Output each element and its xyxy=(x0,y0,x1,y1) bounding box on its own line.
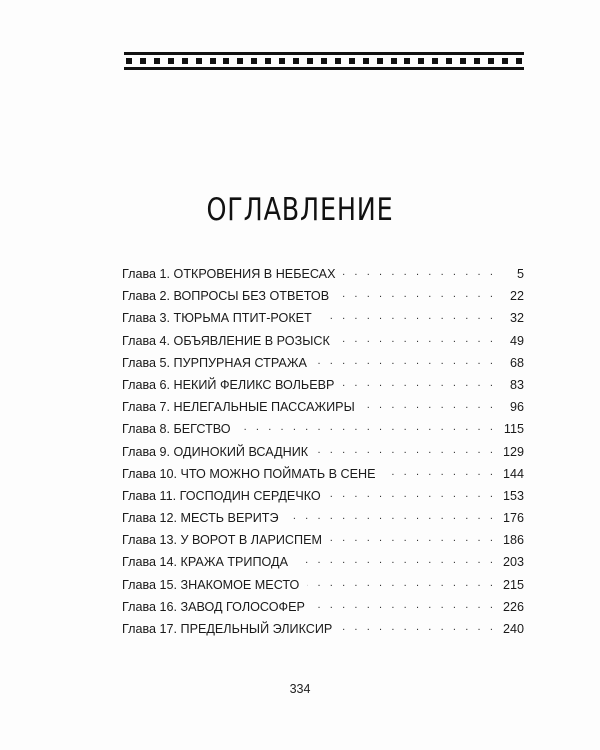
toc-entry-page: 5 xyxy=(516,267,524,281)
toc-entry-label: Глава 8. БЕГСТВО xyxy=(122,422,231,437)
toc-entry-page: 83 xyxy=(509,377,524,392)
film-perforation xyxy=(140,58,146,64)
toc-entry-page: 153 xyxy=(502,488,524,503)
film-perforation xyxy=(502,58,508,64)
toc-entry-page: 144 xyxy=(502,466,524,481)
toc-entry[interactable] xyxy=(122,288,524,310)
toc-entry-page: 226 xyxy=(502,599,524,614)
toc-entry-page: 129 xyxy=(502,444,524,459)
dot-leader xyxy=(330,532,496,544)
toc-entry[interactable] xyxy=(122,488,524,510)
toc-entry[interactable] xyxy=(122,399,524,421)
dot-leader xyxy=(320,310,496,322)
film-perforation xyxy=(377,58,383,64)
film-perforation xyxy=(279,58,285,64)
dot-leader xyxy=(343,266,496,278)
film-perforation xyxy=(391,58,397,64)
toc-entry-page: 49 xyxy=(509,333,524,348)
film-perforation xyxy=(321,58,327,64)
film-perforation xyxy=(488,58,494,64)
toc-entry[interactable] xyxy=(122,599,524,621)
toc-entry-label: Глава 15. ЗНАКОМОЕ МЕСТО xyxy=(122,577,300,592)
toc-entry-page: 96 xyxy=(509,400,524,415)
page-number: 334 xyxy=(289,682,311,696)
dot-leader xyxy=(287,510,496,522)
page-title: ОГЛАВЛЕНИЕ xyxy=(206,192,394,228)
film-perforation xyxy=(237,58,243,64)
toc-entry-label: Глава 3. ТЮРЬМА ПТИТ-РОКЕТ xyxy=(122,311,312,326)
toc-entry-label: Глава 10. ЧТО МОЖНО ПОЙМАТЬ В СЕНЕ xyxy=(122,466,376,481)
toc-entry-label: Глава 12. МЕСТЬ ВЕРИТЭ xyxy=(122,511,279,526)
dot-leader xyxy=(315,355,496,367)
dot-leader xyxy=(307,577,496,589)
toc-entry-page: 32 xyxy=(509,311,524,326)
dot-leader xyxy=(329,488,496,500)
film-perforation xyxy=(265,58,271,64)
toc-entry-page: 186 xyxy=(502,533,524,548)
film-perforation xyxy=(251,58,257,64)
toc-entry-label: Глава 2. ВОПРОСЫ БЕЗ ОТВЕТОВ xyxy=(122,289,330,304)
film-perforation xyxy=(168,58,174,64)
dot-leader xyxy=(338,333,496,345)
film-strip-ornament xyxy=(124,52,524,70)
toc-entry-label: Глава 7. НЕЛЕГАЛЬНЫЕ ПАССАЖИРЫ xyxy=(122,400,355,415)
toc-entry[interactable] xyxy=(122,377,524,399)
film-perforation xyxy=(335,58,341,64)
table-of-contents xyxy=(122,266,524,643)
toc-entry[interactable] xyxy=(122,421,524,443)
film-perforation xyxy=(404,58,410,64)
dot-leader xyxy=(316,444,496,456)
film-perforation xyxy=(154,58,160,64)
toc-entry-page: 68 xyxy=(509,355,524,370)
dot-leader xyxy=(313,599,496,611)
dot-leader xyxy=(363,399,496,411)
toc-entry[interactable] xyxy=(122,444,524,466)
toc-entry-page: 240 xyxy=(502,622,524,636)
toc-entry-label: Глава 16. ЗАВОД ГОЛОСОФЕР xyxy=(122,599,305,614)
film-perforation xyxy=(349,58,355,64)
toc-entry[interactable] xyxy=(122,554,524,576)
film-perforation xyxy=(418,58,424,64)
toc-entry-label: Глава 14. КРАЖА ТРИПОДА xyxy=(122,555,288,570)
dot-leader xyxy=(296,554,496,566)
film-perforation xyxy=(210,58,216,64)
toc-entry[interactable] xyxy=(122,310,524,332)
toc-entry-label: Глава 5. ПУРПУРНАЯ СТРАЖА xyxy=(122,355,307,370)
toc-entry[interactable] xyxy=(122,532,524,554)
toc-entry[interactable] xyxy=(122,355,524,377)
dot-leader xyxy=(384,466,496,478)
toc-entry-label: Глава 6. НЕКИЙ ФЕЛИКС ВОЛЬЕВР xyxy=(122,377,335,392)
film-perforation xyxy=(474,58,480,64)
film-perforation xyxy=(223,58,229,64)
toc-entry[interactable] xyxy=(122,333,524,355)
film-perforation xyxy=(460,58,466,64)
film-perforation xyxy=(516,58,522,64)
toc-entry[interactable] xyxy=(122,266,524,288)
dot-leader xyxy=(239,421,496,433)
toc-entry-page: 176 xyxy=(502,511,524,526)
film-perforation xyxy=(196,58,202,64)
toc-entry-label: Глава 1. ОТКРОВЕНИЯ В НЕБЕСАХ xyxy=(122,267,336,281)
toc-entry-page: 203 xyxy=(502,555,524,570)
toc-entry-label: Глава 4. ОБЪЯВЛЕНИЕ В РОЗЫСК xyxy=(122,333,330,348)
toc-entry[interactable] xyxy=(122,621,524,643)
film-perforation xyxy=(126,58,132,64)
film-perforation xyxy=(293,58,299,64)
toc-entry-label: Глава 11. ГОСПОДИН СЕРДЕЧКО xyxy=(122,488,321,503)
film-perforation xyxy=(307,58,313,64)
toc-entry-label: Глава 17. ПРЕДЕЛЬНЫЙ ЭЛИКСИР xyxy=(122,622,333,636)
toc-entry-page: 22 xyxy=(509,289,524,304)
film-perforation xyxy=(363,58,369,64)
toc-entry-label: Глава 9. ОДИНОКИЙ ВСАДНИК xyxy=(122,444,309,459)
toc-entry[interactable] xyxy=(122,577,524,599)
toc-entry[interactable] xyxy=(122,510,524,532)
dot-leader xyxy=(340,621,496,633)
film-perforation xyxy=(432,58,438,64)
dot-leader xyxy=(342,377,496,389)
film-perforation xyxy=(446,58,452,64)
toc-entry-page: 115 xyxy=(503,422,524,437)
dot-leader xyxy=(337,288,496,300)
toc-entry-page: 215 xyxy=(502,577,524,592)
toc-entry[interactable] xyxy=(122,466,524,488)
film-perforation xyxy=(182,58,188,64)
toc-entry-label: Глава 13. У ВОРОТ В ЛАРИСПЕМ xyxy=(122,533,322,548)
